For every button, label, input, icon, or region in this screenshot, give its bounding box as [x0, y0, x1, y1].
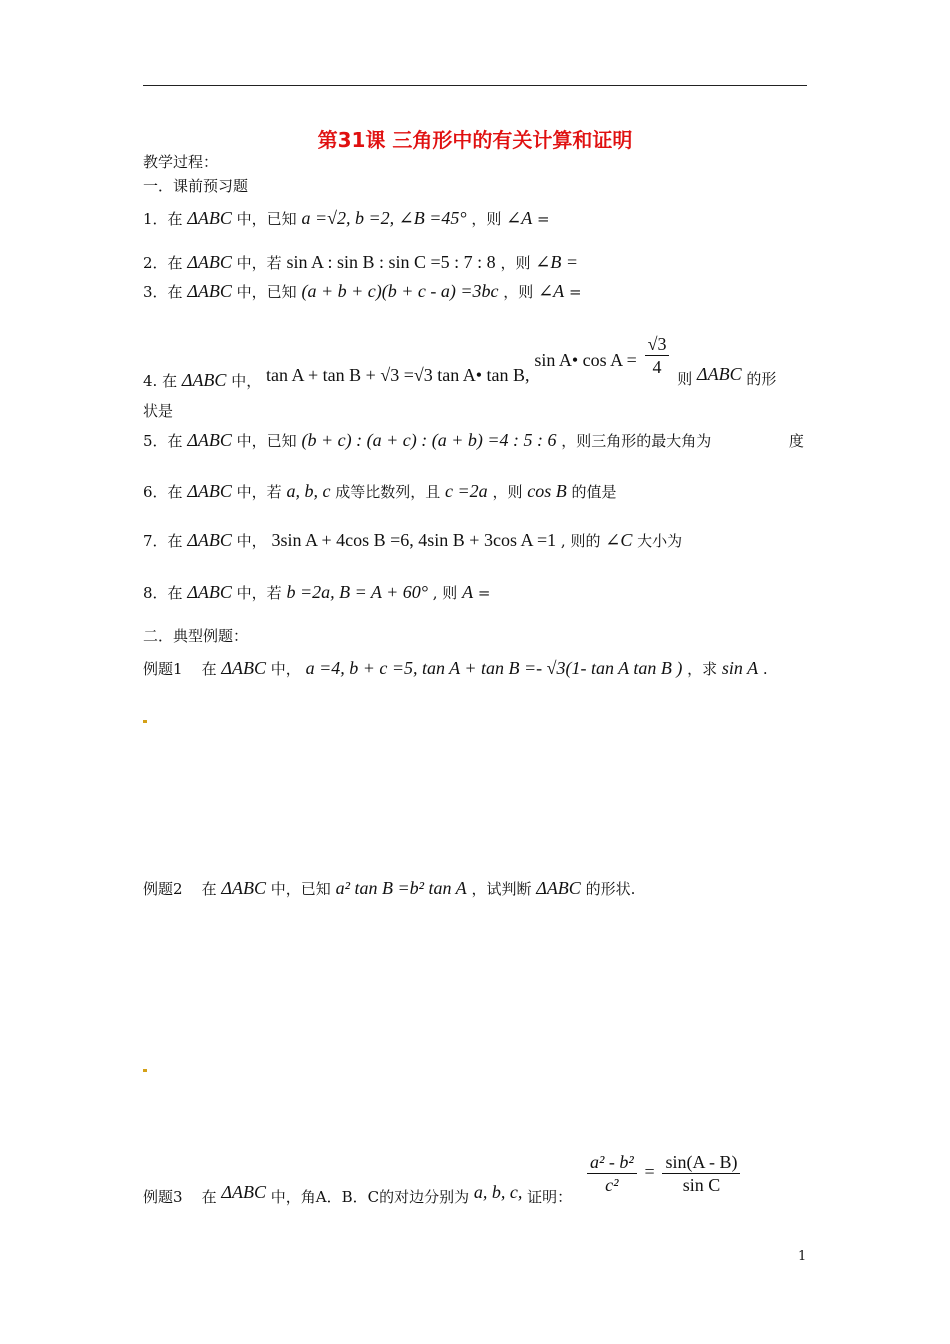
q2-condition: sin A : sin B : sin C =5 : 7 : 8	[286, 252, 496, 272]
q3-triangle: ΔABC	[187, 281, 232, 301]
ex2-text: 中，已知	[270, 880, 331, 898]
q6-ask: cos B	[527, 481, 567, 501]
q8-condition: b =2a, B = A + 60°	[286, 582, 428, 602]
example-1	[143, 658, 768, 679]
marker-dot	[143, 1069, 147, 1072]
q1-triangle: ΔABC	[187, 208, 232, 228]
q8-triangle: ΔABC	[187, 582, 232, 602]
q6-variables: a, b, c	[286, 481, 331, 501]
ex1-tail: ，求	[687, 660, 718, 678]
ex3-text: 中，角A．B．C的对边分别为	[270, 1187, 470, 1206]
ex1-pre: 在	[201, 660, 217, 678]
ex2-condition: a² tan B =b² tan A	[335, 878, 467, 898]
q4-condition-2: sin A• cos A =	[534, 349, 637, 370]
q5-tail: ，则三角形的最大角为	[561, 432, 712, 450]
q1-ask: ∠A	[506, 208, 533, 228]
q2-number: 2．在	[143, 254, 183, 272]
ex3-rhs-denominator: sin C	[682, 1175, 721, 1195]
q4-triangle-2: ΔABC	[697, 363, 742, 384]
ex3-rhs-fraction	[662, 1152, 740, 1195]
question-8	[143, 582, 490, 603]
ex1-ask: sin A	[721, 658, 759, 678]
question-5	[143, 430, 804, 451]
q7-tail: , 则的	[560, 532, 601, 550]
ex3-lhs-fraction	[587, 1152, 637, 1195]
page-title: 第31课 三角形中的有关计算和证明	[317, 128, 633, 152]
q7-end: 大小为	[637, 532, 683, 550]
q7-ask: ∠C	[605, 530, 633, 550]
q1-condition: a =√2, b =2, ∠B =45°	[301, 208, 467, 228]
q1-number: 1．在	[143, 210, 183, 228]
q8-tail: , 则	[432, 584, 458, 602]
q4-triangle: ΔABC	[181, 369, 227, 390]
q2-tail: ，则	[500, 254, 531, 272]
ex2-label: 例题2	[143, 880, 183, 898]
question-6	[143, 481, 617, 502]
q1-text: 中，已知	[236, 210, 297, 228]
header-rule	[143, 85, 807, 86]
q6-triangle: ΔABC	[187, 481, 232, 501]
q5-condition: (b + c) : (a + c) : (a + b) =4 : 5 : 6	[301, 430, 557, 450]
q3-tail: ，则	[503, 283, 534, 301]
ex1-label: 例题1	[143, 660, 183, 678]
teaching-process-label: 教学过程：	[143, 153, 219, 171]
q4-continuation: 状是	[143, 402, 174, 420]
ex2-triangle: ΔABC	[221, 878, 266, 898]
q5-text: 中，已知	[236, 432, 297, 450]
q1-tail: ，则	[471, 210, 502, 228]
q4-tail: 则	[677, 369, 693, 388]
q4-fraction	[645, 334, 670, 377]
q7-triangle: ΔABC	[187, 530, 232, 550]
ex1-condition: a =4, b + c =5, tan A + tan B =- √3(1- tan A tan B )	[305, 658, 683, 678]
q3-text: 中，已知	[236, 283, 297, 301]
ex3-rhs-numerator: sin(A - B)	[662, 1152, 740, 1174]
question-3	[143, 281, 582, 302]
ex3-lhs-numerator: a² - b²	[587, 1152, 637, 1174]
marker-dot	[143, 720, 147, 723]
q1-equals: =	[537, 210, 550, 228]
question-1	[143, 208, 550, 229]
part2-heading: 二．典型例题：	[143, 627, 249, 645]
ex3-pre: 在	[201, 1187, 217, 1206]
q3-condition: (a + b + c)(b + c - a) =3bc	[301, 281, 499, 301]
question-7	[143, 530, 682, 551]
part1-heading: 一．课前预习题	[143, 177, 249, 195]
ex3-triangle: ΔABC	[221, 1181, 266, 1202]
q4-condition-1: tan A + tan B + √3 =√3 tan A• tan B,	[266, 364, 530, 385]
ex2-end: 的形状.	[585, 880, 636, 898]
q4-fraction-denominator: 4	[652, 357, 662, 377]
example-3	[143, 1152, 743, 1206]
q2-triangle: ΔABC	[187, 252, 232, 272]
q6-text: 中，若	[236, 483, 282, 501]
q3-number: 3．在	[143, 283, 183, 301]
q4-text: 中，	[231, 371, 262, 390]
q4-number: 4. 在	[143, 371, 178, 390]
q2-ask: ∠B =	[535, 252, 578, 272]
q2-text: 中，若	[236, 254, 282, 272]
q6-text-2: 成等比数列，且	[335, 483, 441, 501]
q7-text: 中，	[236, 532, 267, 550]
ex2-tail: ，试判断	[471, 880, 532, 898]
q4-fraction-numerator: √3	[645, 334, 670, 356]
q8-ask: A	[462, 582, 474, 602]
q6-number: 6．在	[143, 483, 183, 501]
ex3-equals: =	[644, 1161, 655, 1182]
page-number: 1	[798, 1249, 807, 1264]
q7-condition: 3sin A + 4cos B =6, 4sin B + 3cos A =1	[271, 530, 557, 550]
example-2	[143, 878, 635, 899]
q8-equals: =	[477, 584, 491, 602]
q5-number: 5．在	[143, 432, 183, 450]
ex3-variables: a, b, c,	[473, 1181, 523, 1202]
q8-number: 8．在	[143, 584, 183, 602]
q6-condition: c =2a	[445, 481, 488, 501]
q6-end: 的值是	[571, 483, 617, 501]
ex2-pre: 在	[201, 880, 217, 898]
ex3-tail: 证明：	[527, 1187, 573, 1206]
q7-number: 7．在	[143, 532, 183, 550]
q6-tail: ，则	[492, 483, 523, 501]
ex3-label: 例题3	[143, 1187, 183, 1206]
q5-unit: 度	[788, 432, 804, 450]
q3-equals: =	[568, 283, 582, 301]
ex1-triangle: ΔABC	[221, 658, 266, 678]
question-4	[143, 334, 777, 390]
ex1-text: 中，	[270, 660, 301, 678]
ex2-triangle-2: ΔABC	[536, 878, 581, 898]
q3-ask: ∠A	[538, 281, 565, 301]
ex3-lhs-denominator: c²	[605, 1175, 619, 1195]
ex1-end: .	[762, 660, 768, 678]
q5-triangle: ΔABC	[187, 430, 232, 450]
q4-end: 的形	[746, 369, 777, 388]
q8-text: 中，若	[236, 584, 282, 602]
question-2	[143, 252, 578, 273]
